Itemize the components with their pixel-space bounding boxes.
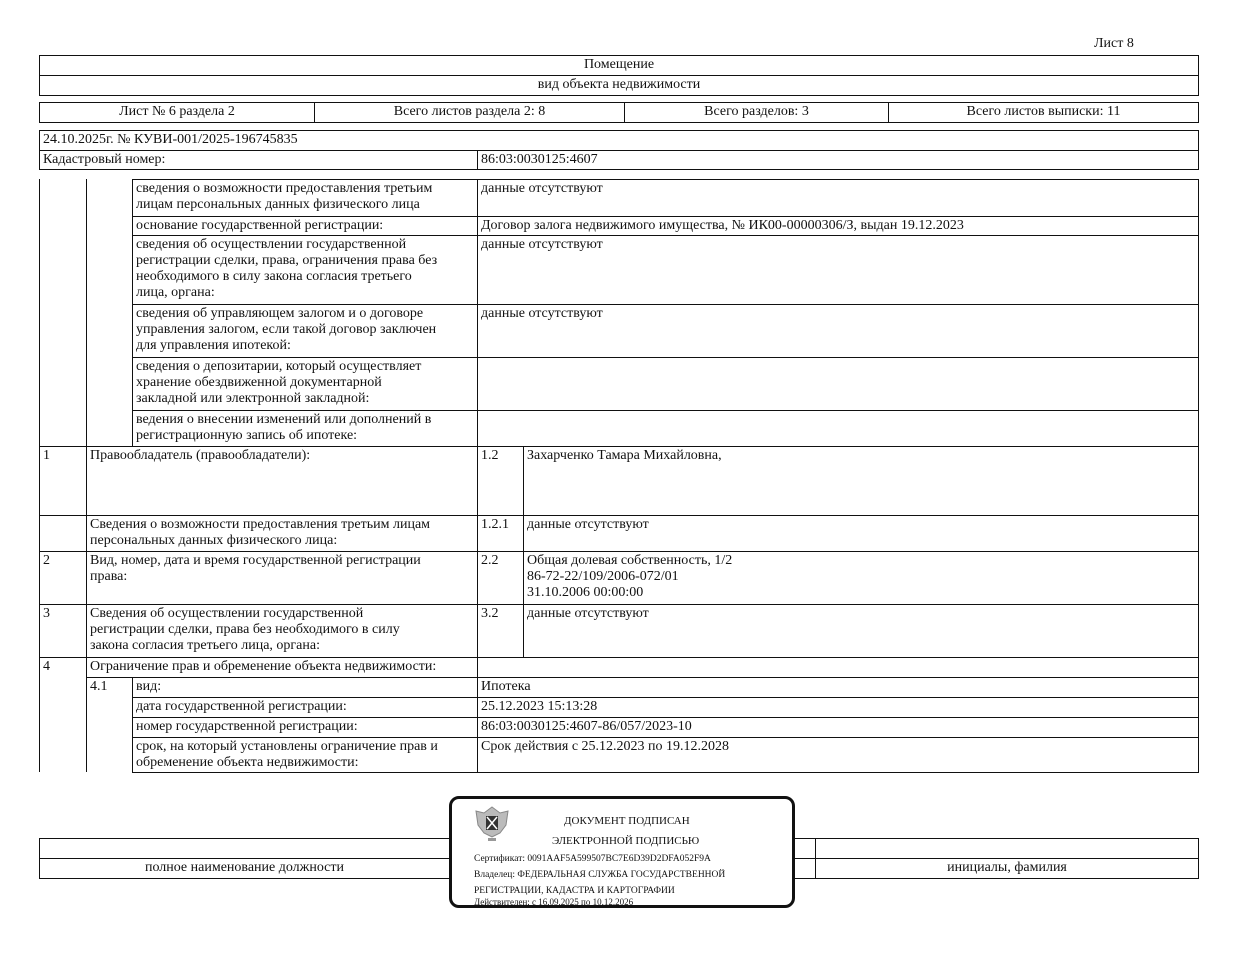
stamp-certificate: Сертификат: 0091AAF5A599507BC7E6D39D2DFA052F9A	[474, 854, 711, 864]
encumbrance-row-label: номер государственной регистрации:	[132, 717, 478, 738]
upper-row-label: ведения о внесении изменений или дополнений в регистрационную запись об ипотеке:	[132, 410, 478, 447]
object-type-caption: вид объекта недвижимости	[39, 75, 1199, 96]
right-value: Общая долевая собственность, 1/2 86-72-22/109/2006-072/01 31.10.2006 00:00:00	[523, 551, 1199, 605]
info-total-sheets: Всего листов выписки: 11	[888, 102, 1199, 123]
stamp-line1: ДОКУМЕНТ ПОДПИСАН	[564, 815, 690, 827]
right-label: Сведения об осуществлении государственной регистрации сделки, права без необходимого в силу закона согласия третьего лица, органа:	[86, 604, 478, 658]
upper-row-label: сведения об осуществлении государственной регистрации сделки, права, ограничения права без необходимого в силу закона согласия третьего лица, органа:	[132, 235, 478, 305]
right-code: 3.2	[477, 604, 524, 658]
upper-row-label: сведения о возможности предоставления третьим лицам персональных данных физического лица	[132, 179, 478, 217]
right-code: 1.2.1	[477, 515, 524, 552]
electronic-signature-stamp	[449, 796, 795, 908]
sheet-label: Лист 8	[1094, 36, 1134, 51]
upper-row-value: Договор залога недвижимого имущества, № ИК00-00000306/З, выдан 19.12.2023	[477, 216, 1199, 236]
right-label: Сведения о возможности предоставления третьим лицам персональных данных физического лица:	[86, 515, 478, 552]
upper-row-label: сведения об управляющем залогом и о договоре управления залогом, если такой договор заключен для управления ипотекой:	[132, 304, 478, 358]
info-section-sheets: Всего листов раздела 2: 8	[314, 102, 625, 123]
encumbrance-row-label: вид:	[132, 677, 478, 698]
encumbrance-label: Ограничение прав и обременение объекта недвижимости:	[86, 657, 478, 678]
upper-row-value	[477, 357, 1199, 411]
right-value: данные отсутствуют	[523, 604, 1199, 658]
upper-row-label: сведения о депозитарии, который осуществляет хранение обездвиженной документарной закладной или электронной закладной:	[132, 357, 478, 411]
encumbrance-row-value: 25.12.2023 15:13:28	[477, 697, 1199, 718]
upper-row-label: основание государственной регистрации:	[132, 216, 478, 236]
right-label: Правообладатель (правообладатели):	[86, 446, 478, 516]
encumbrance-row-label: срок, на который установлены ограничение прав и обременение объекта недвижимости:	[132, 737, 478, 773]
object-type: Помещение	[39, 55, 1199, 76]
encumbrance-sub-num: 4.1	[86, 677, 133, 772]
stamp-validity: Действителен: с 16.09.2025 по 10.12.2026	[474, 897, 634, 907]
info-sections: Всего разделов: 3	[624, 102, 889, 123]
stamp-line2: ЭЛЕКТРОННОЙ ПОДПИСЬЮ	[552, 835, 700, 847]
stamp-owner-1: Владелец: ФЕДЕРАЛЬНАЯ СЛУЖБА ГОСУДАРСТВЕННОЙ	[474, 870, 726, 880]
right-num: 1	[39, 446, 87, 516]
encumbrance-row-value: Ипотека	[477, 677, 1199, 698]
upper-row-value: данные отсутствуют	[477, 179, 1199, 217]
name-caption: инициалы, фамилия	[815, 858, 1199, 879]
right-label: Вид, номер, дата и время государственной регистрации права:	[86, 551, 478, 605]
encumbrance-row-label: дата государственной регистрации:	[132, 697, 478, 718]
cadastral-value: 86:03:0030125:4607	[477, 150, 1199, 170]
right-num: 3	[39, 604, 87, 658]
info-sheet-number: Лист № 6 раздела 2	[39, 102, 315, 123]
encumbrance-row-value: 86:03:0030125:4607-86/057/2023-10	[477, 717, 1199, 738]
right-num: 2	[39, 551, 87, 605]
right-holder: Захарченко Тамара Михайловна,	[523, 446, 1199, 516]
upper-row-value	[477, 410, 1199, 447]
document-date-number: 24.10.2025г. № КУВИ-001/2025-196745835	[39, 130, 1199, 151]
encumbrance-num: 4	[39, 657, 87, 678]
encumbrance-value	[477, 657, 1199, 678]
stamp-owner-2: РЕГИСТРАЦИИ, КАДАСТРА И КАРТОГРАФИИ	[474, 886, 675, 896]
upper-row-value: данные отсутствуют	[477, 235, 1199, 305]
right-code: 1.2	[477, 446, 524, 516]
upper-row-value: данные отсутствуют	[477, 304, 1199, 358]
coat-of-arms-icon	[472, 803, 512, 847]
right-value: данные отсутствуют	[523, 515, 1199, 552]
position-caption: полное наименование должности	[39, 858, 450, 879]
encumbrance-row-value: Срок действия с 25.12.2023 по 19.12.2028	[477, 737, 1199, 773]
right-code: 2.2	[477, 551, 524, 605]
cadastral-label: Кадастровый номер:	[39, 150, 478, 170]
